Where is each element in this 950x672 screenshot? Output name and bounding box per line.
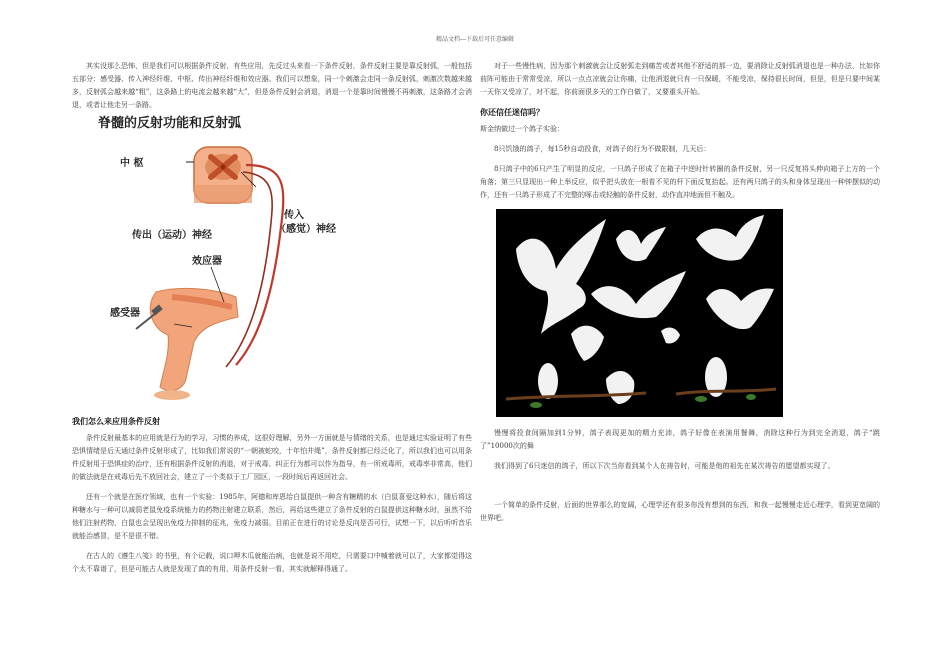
label-afferent: 传入 bbox=[284, 210, 304, 221]
section-heading: 我们怎么来应用条件反射 bbox=[72, 417, 160, 426]
paragraph: 条件反射最基本的应用就是行为的学习，习惯的养成，这很好理解，另外一方面就是与情绪的关系，也是通过实验证明了有些恐惧情绪是后天通过条件反射形成了，比如我们常说的“一朝被蛇咬，十年怕井绳”，条件反射都已经泛化了，所以我们也可以用条件反射用于恐惧症的治疗，还有根据条件反射的消退，对于戒毒、纠正行为都可以作为指导，有一所戒毒所，戒毒率非常高，他们的做法就是在戒毒后先不放回社会，建立了一个类似于工厂园区，一段时间后再返回社会。 bbox=[72, 434, 472, 481]
paragraph: 8只饥饿的鸽子，每15秒自动投食，对鸽子的行为不做限制，几天后： bbox=[494, 145, 711, 153]
label-efferent-nerve: 传出（运动）神经 bbox=[132, 230, 212, 241]
paragraph: 我们得到了6只迷信的鸽子，所以下次当你看到某个人在祷告时，可能是他的祖先在某次祷告的愿望都实现了。 bbox=[494, 462, 835, 470]
left-column bbox=[72, 60, 472, 583]
figure-title: 脊髓的反射功能和反射弧 bbox=[98, 116, 242, 131]
reflex-arc-figure bbox=[86, 117, 336, 407]
paragraph: 慢慢将投食间隔加到1分钟，鸽子表现更加的精力充沛，鸽子好像在表演用餐舞，消除这种行为到完全消退，鸽子“跳了”10000次的舞 bbox=[480, 429, 880, 450]
paragraph: 其实没那么恐怖，但是我们可以根据条件反射，有些应用，先反过头来看一下条件反射，条件反射主要是靠反射弧，一般包括五部分：感受器、传入神经纤维、中枢、传出神经纤维和效应器。我们可以想象，同一个刺激会走同一条反射弧，刺激次数越来越多，反射弧会越来越“粗”，这条路上的电流会越来越“大”，但是条件反射会消退，消退一个是靠时间慢慢不再刺激，这条路才会消退，或者让他走另一条路。 bbox=[72, 62, 472, 109]
label-effector: 效应器 bbox=[192, 256, 222, 267]
paragraph: 对于一些慢性病，因为那个刺激就会让反射弧走到痛苦或者其他不舒适的那一边，要消除让反射弧消退也是一种办法，比如你前阵可能由于常常受凉，所以一点点凉就会让你痛，让他消退就只有一只保暖，不能受凉，保持很长时间，但是，但是只要中间某一天你又受凉了，对不起，你前面很多天的工作白做了，又要重头开始。 bbox=[480, 62, 880, 96]
paragraph: 在古人的《遵生八笺》的书里，有个记载，说口呷木瓜就能治病，也就是说不用吃，只需要口中喊着就可以了，大家都觉得这个太不靠谱了，但是可能古人就是发现了真的有用，用条件反射一看，其实就解释得通了。 bbox=[72, 552, 472, 573]
label-center: 中 枢 bbox=[120, 158, 144, 169]
paragraph: 一个简单的条件反射，后面的世界那么的宽阔，心理学还有很多你没有想到的东西，和我一起慢慢走近心理学，看到更宽阔的世界吧。 bbox=[480, 501, 880, 522]
doves-illustration bbox=[496, 209, 783, 417]
doves-photo bbox=[496, 209, 783, 417]
label-sensory-nerve: （感觉）神经 bbox=[276, 224, 336, 235]
paragraph: 还有一个就是在医疗领域，也有一个实验：1985年，阿德和库恩给白鼠提供一种含有糖精的水（白鼠喜爱这种水），随后将这种糖水与一种可以减弱老鼠免疫系统能力的药物注射建立联系，然后，再给这些建立了条件反射的白鼠提供这种糖水时，虽然不给他们注射药物，白鼠也会呈现出免疫力抑制的征兆，免疫力减弱。目前正在进行的讨论是反向是否可行，试想一下，以后听听音乐就能治感冒，是不是很不错。 bbox=[72, 493, 472, 540]
paragraph: 斯金纳做过一个鸽子实验： bbox=[480, 125, 564, 133]
label-receptor: 感受器 bbox=[110, 308, 140, 319]
section-heading: 你还信任迷信吗？ bbox=[480, 108, 544, 117]
page-header: 精品文档---下载后可任意编辑 bbox=[435, 36, 515, 43]
paragraph: 8只鸽子中的6只产生了明显的反应，一只鸽子形成了在箱子中逆时针转圈的条件反射，另一只反复将头伸向箱子上方的一个角落；第三只显现出一种上举反应，似乎把头放在一根看不见的杆下面反复抬起。还有两只鸽子的头和身体呈现出一种钟摆似的动作，还有一只鸽子形成了不完整的啄击或轻触的条件反射，动作直冲地面但不触及。 bbox=[480, 165, 880, 199]
right-column bbox=[480, 60, 880, 532]
